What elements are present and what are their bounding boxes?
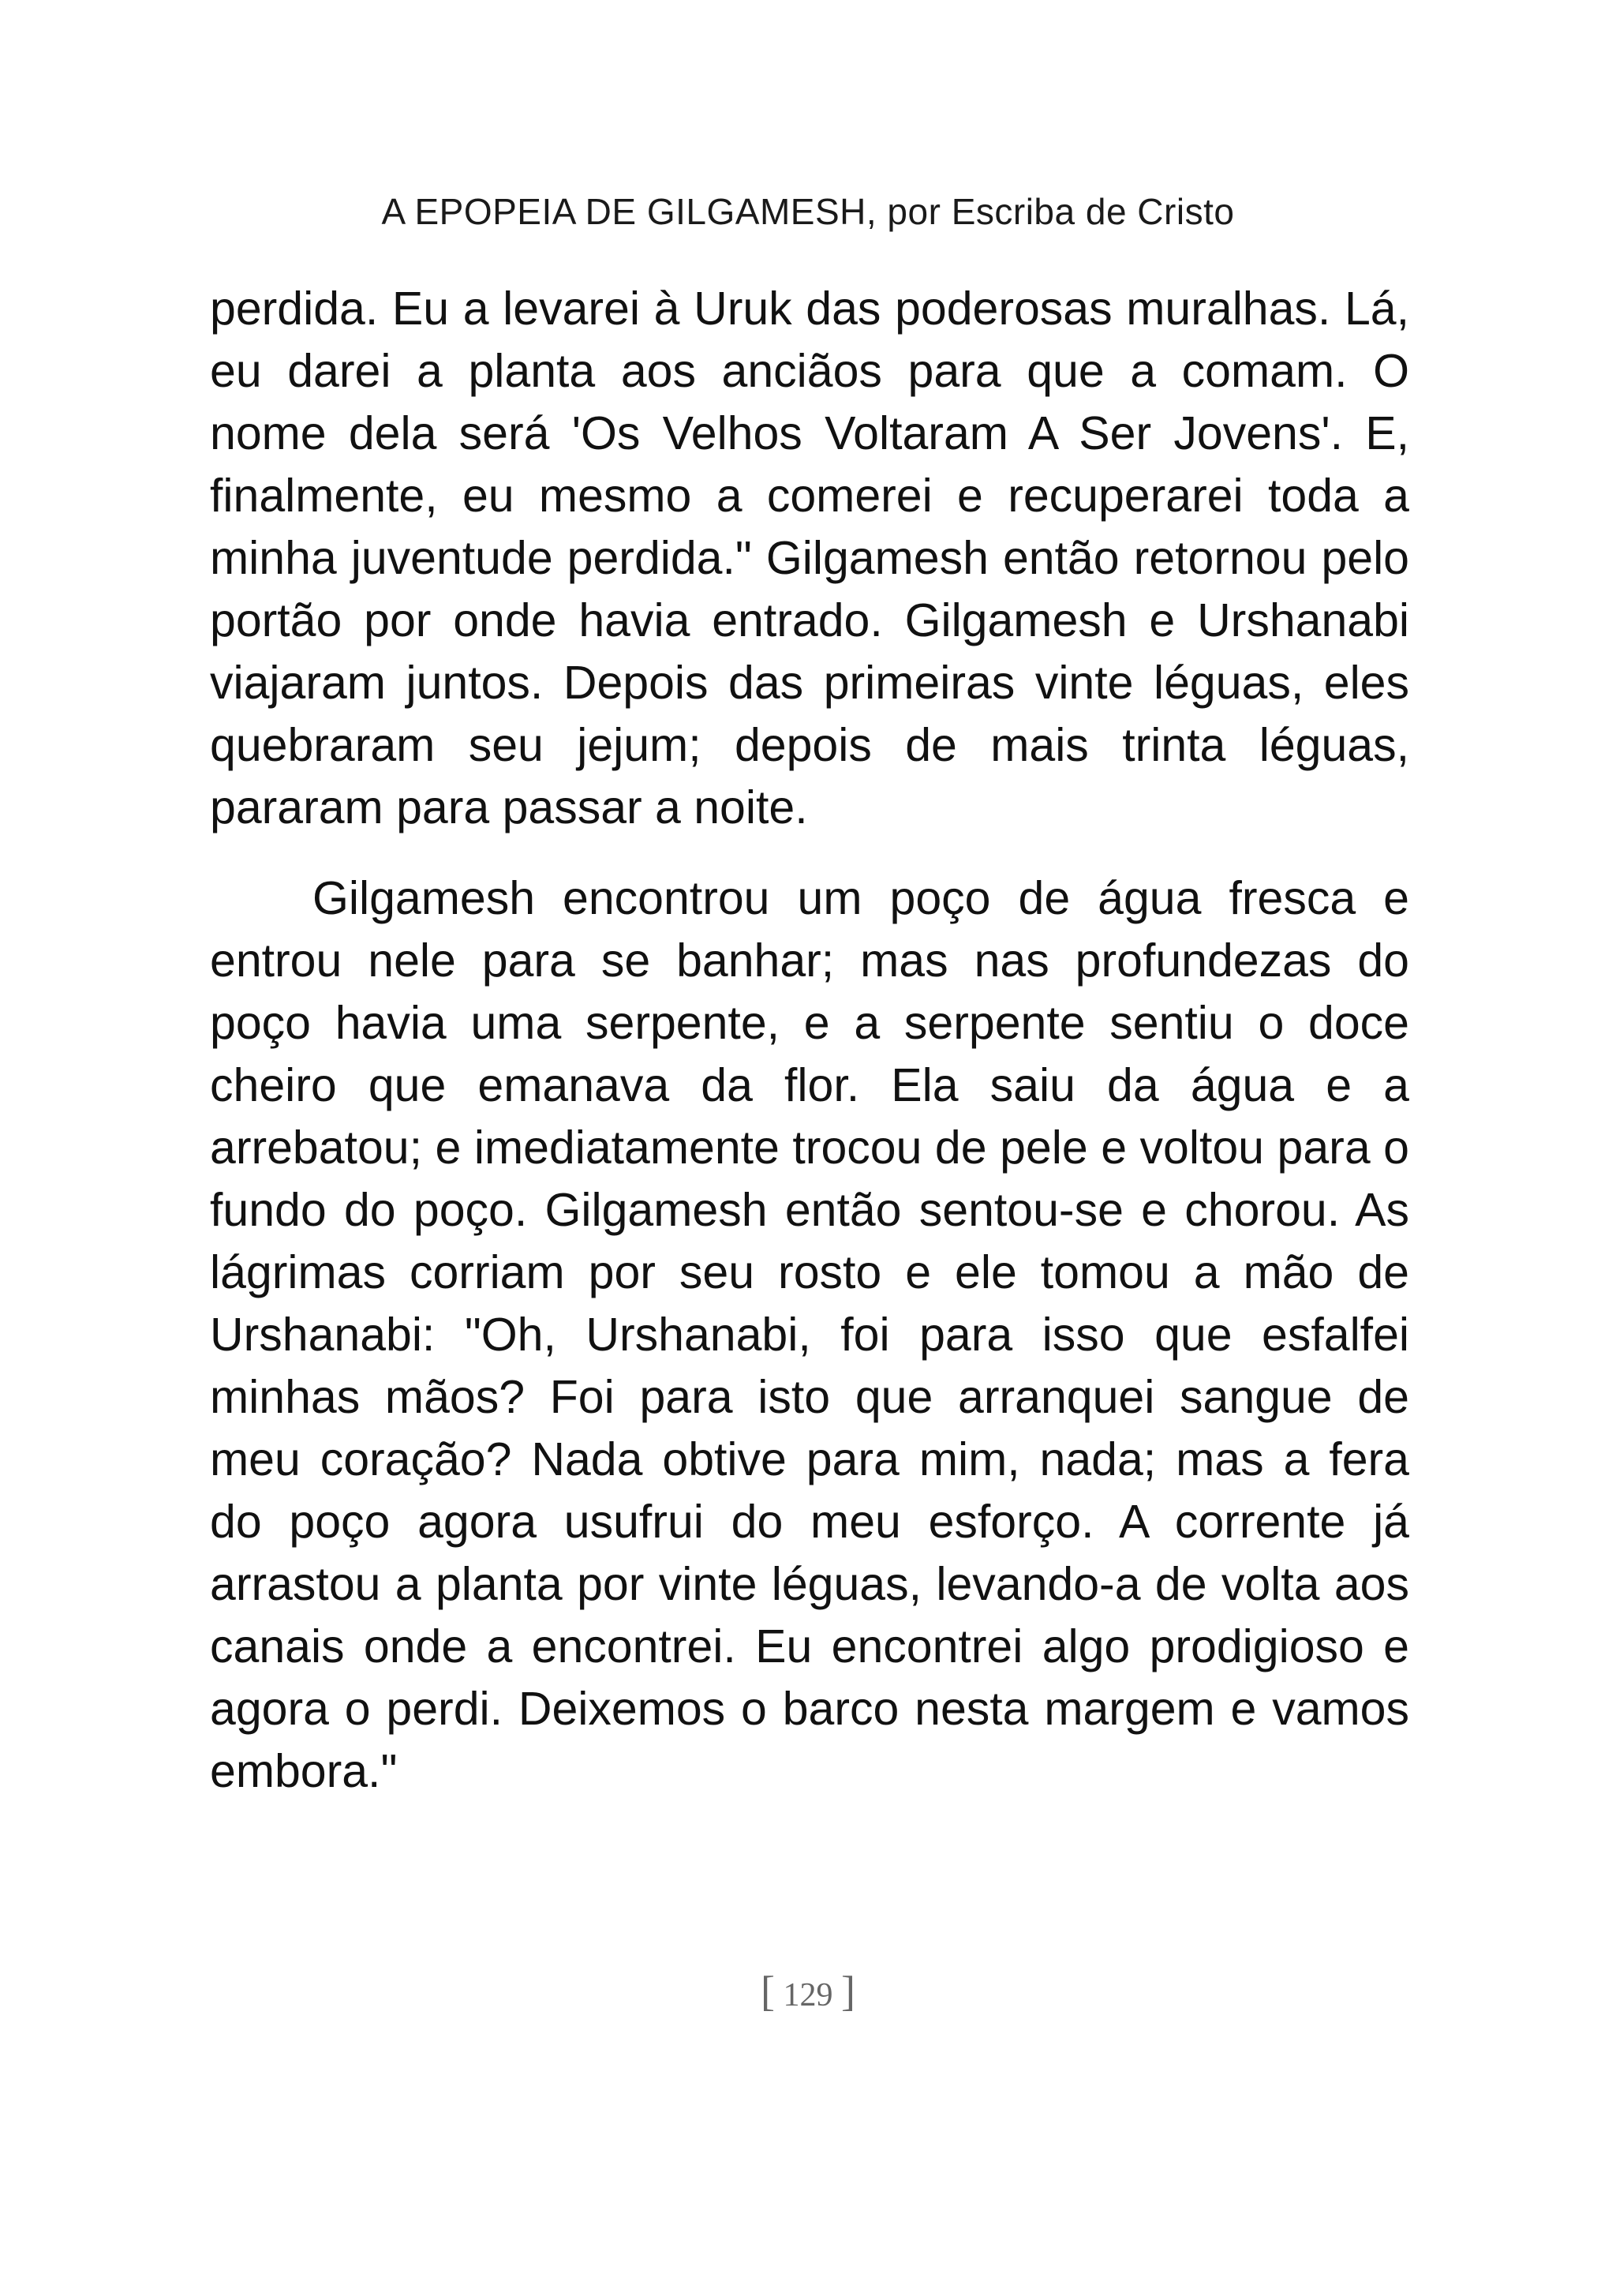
folio-bracket-close: ] — [841, 1968, 855, 2015]
page-number-footer — [0, 1968, 1616, 2015]
running-header: A EPOPEIA DE GILGAMESH, por Escriba de Cristo — [381, 191, 1235, 232]
page-number: 129 — [783, 1977, 833, 2013]
paragraph-serpent: Gilgamesh encontrou um poço de água fresca e entrou nele para se banhar; mas nas profundezas do poço havia uma serpente, e a serpente sentiu o doce cheiro que emanava da flor. Ela saiu da água e a arrebatou; e imediatamente trocou de pele e voltou para o fundo do poço. Gilgamesh então sentou-se e chorou. As lágrimas corriam por seu rosto e ele tomou a mão de Urshanabi: "Oh, Urshanabi, foi para isso que esfalfei minhas mãos? Foi para isto que arranquei sangue de meu coração? Nada obtive para mim, nada; mas a fera do poço agora usufrui do meu esforço. A corrente já arrastou a planta por vinte léguas, levando-a de volta aos canais onde a encontrei. Eu encontrei algo prodigioso e agora o perdi. Deixemos o barco nesta margem e vamos embora." — [210, 872, 1409, 1797]
body-text — [210, 278, 1409, 1803]
folio-bracket-open: [ — [761, 1968, 775, 2015]
paragraph-continuation: perdida. Eu a levarei à Uruk das poderosas muralhas. Lá, eu darei a planta aos anciãos para que a comam. O nome dela será 'Os Velhos Voltaram A Ser Jovens'. E, finalmente, eu mesmo a comerei e recuperarei toda a minha juventude perdida." Gilgamesh então retornou pelo portão por onde havia entrado. Gilgamesh e Urshanabi viajaram juntos. Depois das primeiras vinte léguas, eles quebraram seu jejum; depois de mais trinta léguas, pararam para passar a noite. — [210, 283, 1409, 833]
